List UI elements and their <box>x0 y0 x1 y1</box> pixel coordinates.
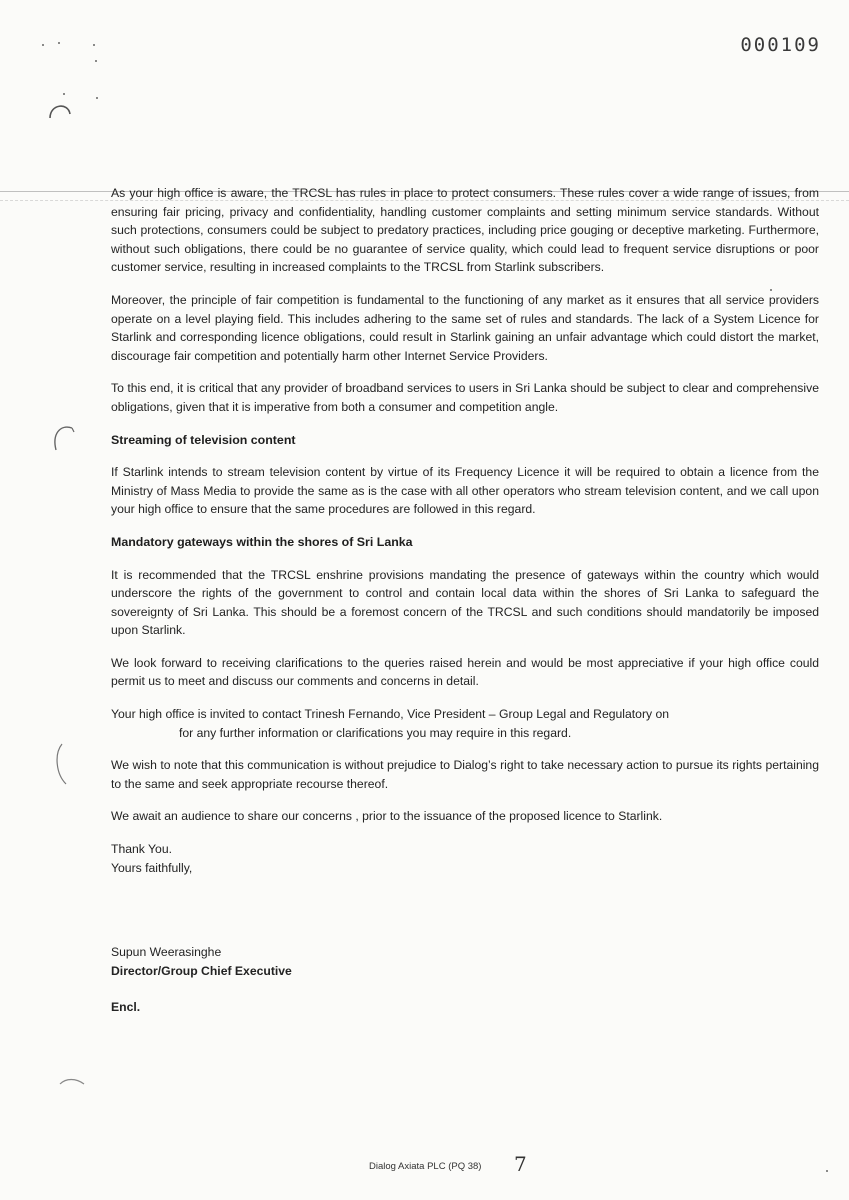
paragraph-fair-competition: Moreover, the principle of fair competition is fundamental to the functioning of any market as it ensures that all service providers operate on a level playing field. This includes adhering to the same set of rules and standards. The lack of a System Licence for Starlink and corresponding licence obligations, could result in Starlink gaining an unfair advantage which could distort the market, discourage fair competition and potentially harm other Internet Service Providers. <box>111 292 819 363</box>
punch-hole-mark-middle <box>50 420 80 456</box>
closing-sign-off: Yours faithfully, <box>111 860 193 875</box>
paragraph-contact <box>111 705 819 742</box>
scan-speck <box>96 97 98 99</box>
signature-redaction <box>111 889 251 925</box>
scan-speck <box>826 1170 828 1172</box>
scan-speck <box>63 93 65 95</box>
scan-speck <box>58 42 60 44</box>
signatory-block <box>111 943 819 980</box>
closing-thanks: Thank You. <box>111 842 172 857</box>
scan-speck <box>93 44 95 46</box>
page-number: 000109 <box>740 34 821 56</box>
heading-streaming: Streaming of television content <box>111 432 296 447</box>
signatory-name: Supun Weerasinghe <box>111 945 222 960</box>
paragraph-clarifications: We look forward to receiving clarifications to the queries raised herein and would be most appreciative if your high office could permit us to meet and discuss our comments and concerns in detail. <box>111 655 819 689</box>
punch-hole-mark-bottom <box>58 1076 88 1090</box>
contact-line-1: Your high office is invited to contact Trinesh Fernando, Vice President – Group Legal and Regulatory on <box>111 707 670 722</box>
heading-gateways: Mandatory gateways within the shores of Sri Lanka <box>111 534 413 549</box>
letter-body <box>111 184 819 1017</box>
signatory-title: Director/Group Chief Executive <box>111 963 292 978</box>
paragraph-prejudice: We wish to note that this communication is without prejudice to Dialog’s right to take necessary action to pursue its rights pertaining to the same and seek appropriate recourse thereof. <box>111 758 819 791</box>
closing-block <box>111 840 819 1017</box>
footer-handwritten-mark: 7 <box>514 1152 527 1176</box>
paragraph-streaming: If Starlink intends to stream television content by virtue of its Frequency Licence it will be required to obtain a licence from the Ministry of Mass Media to provide the same as is the case with all other operators who stream television content, and we call upon your high office to ensure that the same procedures are followed in this regard. <box>111 465 819 517</box>
paragraph-audience: We await an audience to share our concerns , prior to the issuance of the proposed licence to Starlink. <box>111 809 663 824</box>
scan-speck <box>95 60 97 62</box>
paragraph-consumer-protection: As your high office is aware, the TRCSL has rules in place to protect consumers. These rules cover a wide range of issues, from ensuring fair pricing, privacy and confidentiality, handling customer complaints and setting minimum service standards. Without such protections, consumers could be subject to predatory practices, including price gouging or deceptive marketing. Furthermore, without such obligations, there could be no guarantee of service quality, which could lead to frequent service disruptions or poor customer service, resulting in increased complaints to the TRCSL from Starlink subscribers. <box>111 186 819 275</box>
enclosure-label: Encl. <box>111 1000 141 1015</box>
punch-hole-mark-lower <box>50 740 80 790</box>
scan-speck <box>42 44 44 46</box>
paragraph-obligations: To this end, it is critical that any provider of broadband services to users in Sri Lanka should be subject to clear and comprehensive obligations, given that it is imperative from both a consumer and competition angle. <box>111 381 819 414</box>
punch-hole-mark-top <box>46 96 76 122</box>
footer-reference: Dialog Axiata PLC (PQ 38) <box>369 1161 482 1172</box>
paragraph-gateways: It is recommended that the TRCSL enshrine provisions mandating the presence of gateways within the country which would underscore the rights of the government to control and contain local data within the shores of Sri Lanka to safeguard the sovereignty of Sri Lanka. This should be a foremost concern of the TRCSL and such conditions should mandatorily be imposed upon Starlink. <box>111 567 819 638</box>
contact-line-2: for any further information or clarifications you may require in this regard. <box>179 725 572 740</box>
